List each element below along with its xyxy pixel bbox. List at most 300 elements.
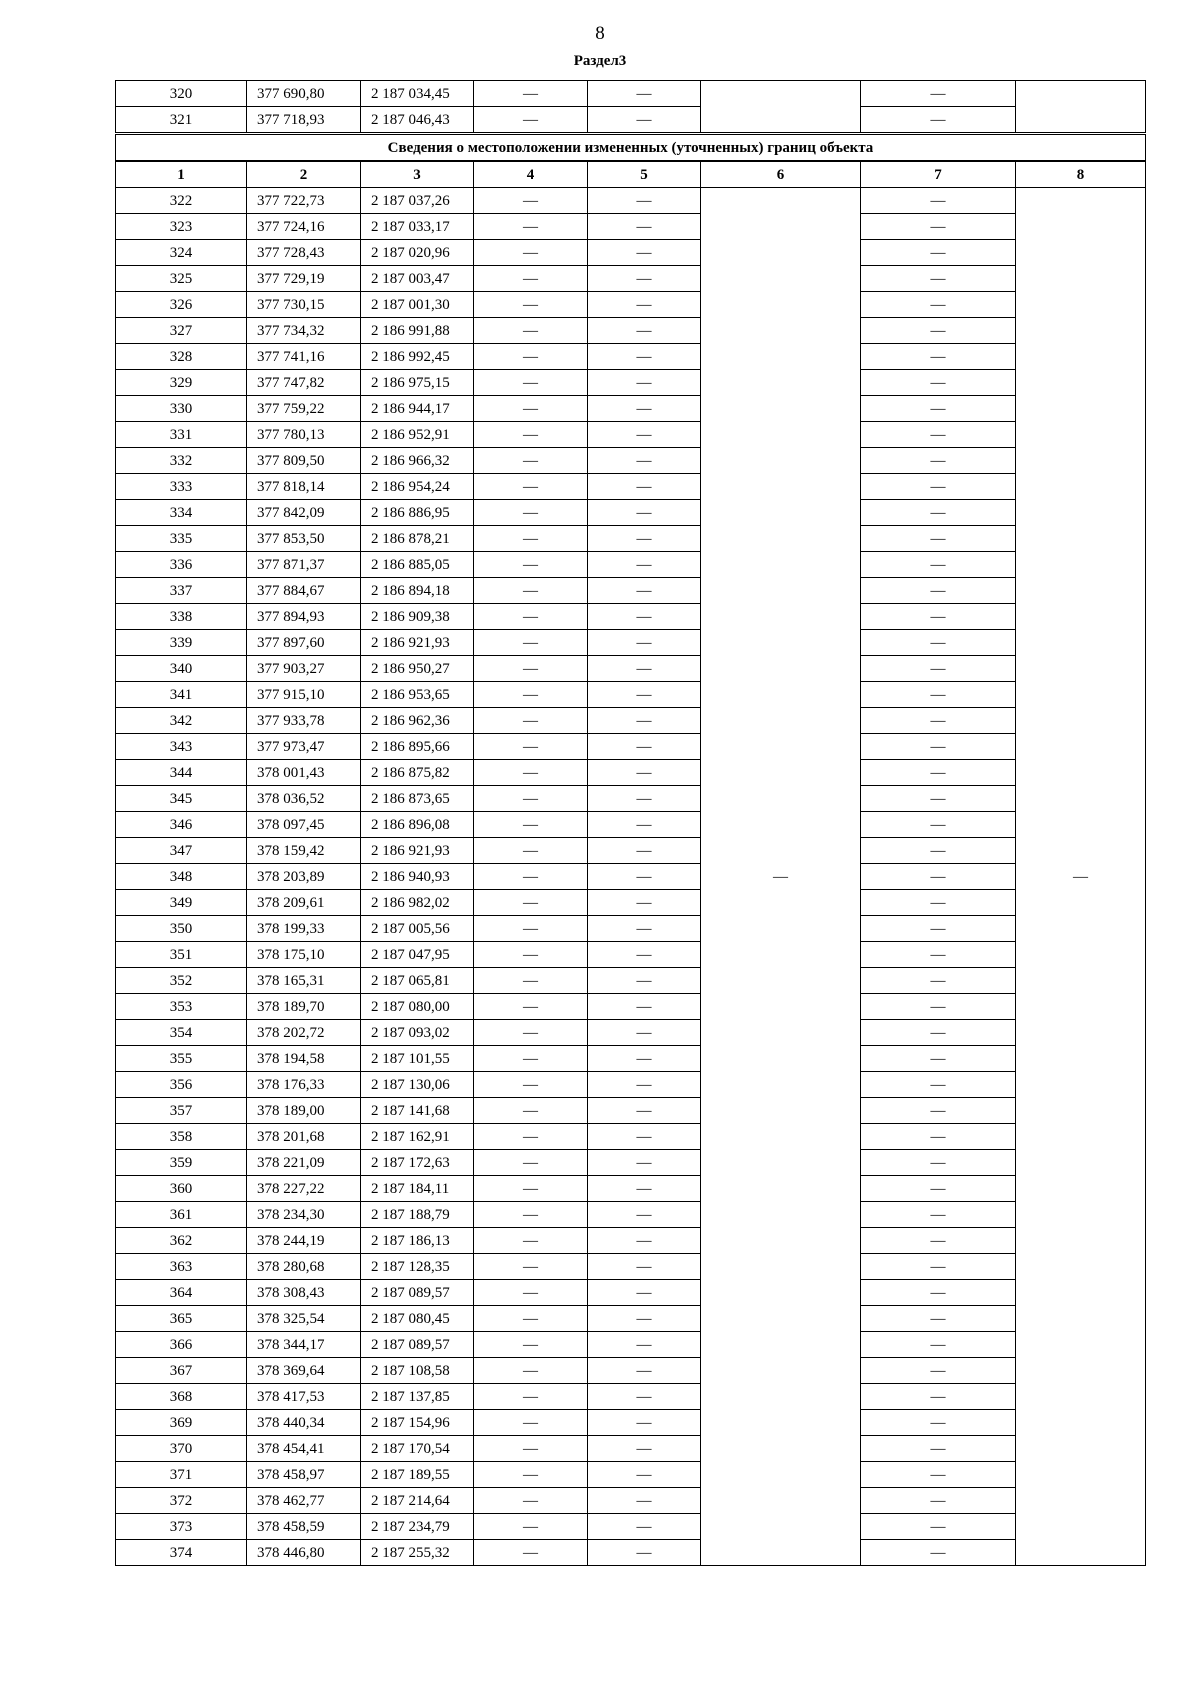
column-4-cell: —: [474, 188, 588, 214]
x-coordinate-cell: 378 369,64: [247, 1358, 361, 1384]
column-7-cell: —: [861, 370, 1016, 396]
x-coordinate-cell: 377 973,47: [247, 734, 361, 760]
x-coordinate-cell: 378 175,10: [247, 942, 361, 968]
table-row: [116, 1540, 1146, 1566]
column-4-cell: —: [474, 1046, 588, 1072]
column-4-cell: —: [474, 474, 588, 500]
column-7-cell: —: [861, 1046, 1016, 1072]
column-7-cell: —: [861, 1488, 1016, 1514]
y-coordinate-cell: 2 186 886,95: [361, 500, 474, 526]
column-5-cell: —: [588, 266, 701, 292]
subsection-title-row: [116, 134, 1146, 162]
table-row: [116, 890, 1146, 916]
column-5-cell: —: [588, 107, 701, 134]
column-5-cell: —: [588, 1306, 701, 1332]
y-coordinate-cell: 2 187 034,45: [361, 81, 474, 107]
column-4-cell: —: [474, 630, 588, 656]
column-header-2: 2: [247, 161, 361, 188]
x-coordinate-cell: 378 194,58: [247, 1046, 361, 1072]
column-5-cell: —: [588, 1436, 701, 1462]
table-row: [116, 370, 1146, 396]
column-4-cell: —: [474, 396, 588, 422]
table-row: [116, 994, 1146, 1020]
x-coordinate-cell: 378 325,54: [247, 1306, 361, 1332]
column-7-cell: —: [861, 838, 1016, 864]
column-4-cell: —: [474, 448, 588, 474]
column-4-cell: —: [474, 890, 588, 916]
column-4-cell: —: [474, 107, 588, 134]
table-row: [116, 266, 1146, 292]
table-row: [116, 1072, 1146, 1098]
column-5-cell: —: [588, 630, 701, 656]
table-row: [116, 1228, 1146, 1254]
y-coordinate-cell: 2 186 950,27: [361, 656, 474, 682]
column-7-cell: —: [861, 107, 1016, 134]
column-7-cell: —: [861, 1358, 1016, 1384]
column-6-merged-empty-cell: [701, 81, 861, 134]
column-7-cell: —: [861, 396, 1016, 422]
x-coordinate-cell: 378 189,70: [247, 994, 361, 1020]
column-5-cell: —: [588, 864, 701, 890]
column-4-cell: —: [474, 682, 588, 708]
x-coordinate-cell: 377 884,67: [247, 578, 361, 604]
point-number-cell: 371: [116, 1462, 247, 1488]
column-header-6: 6: [701, 161, 861, 188]
point-number-cell: 356: [116, 1072, 247, 1098]
column-5-cell: —: [588, 370, 701, 396]
column-7-cell: —: [861, 1436, 1016, 1462]
column-5-cell: —: [588, 1176, 701, 1202]
column-7-cell: —: [861, 1280, 1016, 1306]
point-number-cell: 327: [116, 318, 247, 344]
y-coordinate-cell: 2 187 170,54: [361, 1436, 474, 1462]
table-row: [116, 1306, 1146, 1332]
column-5-cell: —: [588, 552, 701, 578]
point-number-cell: 321: [116, 107, 247, 134]
x-coordinate-cell: 377 871,37: [247, 552, 361, 578]
point-number-cell: 368: [116, 1384, 247, 1410]
y-coordinate-cell: 2 186 921,93: [361, 838, 474, 864]
point-number-cell: 332: [116, 448, 247, 474]
point-number-cell: 331: [116, 422, 247, 448]
x-coordinate-cell: 377 728,43: [247, 240, 361, 266]
x-coordinate-cell: 377 903,27: [247, 656, 361, 682]
column-7-cell: —: [861, 1514, 1016, 1540]
point-number-cell: 351: [116, 942, 247, 968]
column-header-7: 7: [861, 161, 1016, 188]
point-number-cell: 335: [116, 526, 247, 552]
column-5-cell: —: [588, 1514, 701, 1540]
column-4-cell: —: [474, 1410, 588, 1436]
x-coordinate-cell: 377 741,16: [247, 344, 361, 370]
column-5-cell: —: [588, 474, 701, 500]
column-7-cell: —: [861, 474, 1016, 500]
y-coordinate-cell: 2 186 991,88: [361, 318, 474, 344]
column-7-cell: —: [861, 526, 1016, 552]
column-7-cell: —: [861, 500, 1016, 526]
point-number-cell: 361: [116, 1202, 247, 1228]
table-row: [116, 1098, 1146, 1124]
point-number-cell: 338: [116, 604, 247, 630]
column-4-cell: —: [474, 318, 588, 344]
y-coordinate-cell: 2 186 954,24: [361, 474, 474, 500]
table-row: [116, 1046, 1146, 1072]
table-row: [116, 682, 1146, 708]
point-number-cell: 353: [116, 994, 247, 1020]
y-coordinate-cell: 2 186 921,93: [361, 630, 474, 656]
table-row: [116, 838, 1146, 864]
column-7-cell: —: [861, 344, 1016, 370]
point-number-cell: 357: [116, 1098, 247, 1124]
column-5-cell: —: [588, 1124, 701, 1150]
y-coordinate-cell: 2 187 128,35: [361, 1254, 474, 1280]
column-4-cell: —: [474, 578, 588, 604]
x-coordinate-cell: 378 458,59: [247, 1514, 361, 1540]
x-coordinate-cell: 377 729,19: [247, 266, 361, 292]
x-coordinate-cell: 377 842,09: [247, 500, 361, 526]
y-coordinate-cell: 2 186 896,08: [361, 812, 474, 838]
column-5-cell: —: [588, 578, 701, 604]
y-coordinate-cell: 2 187 046,43: [361, 107, 474, 134]
x-coordinate-cell: 378 417,53: [247, 1384, 361, 1410]
column-7-cell: —: [861, 1540, 1016, 1566]
y-coordinate-cell: 2 187 214,64: [361, 1488, 474, 1514]
point-number-cell: 349: [116, 890, 247, 916]
y-coordinate-cell: 2 187 093,02: [361, 1020, 474, 1046]
table-row: [116, 916, 1146, 942]
column-8-merged-cell: —: [1016, 188, 1146, 1566]
column-7-cell: —: [861, 81, 1016, 107]
x-coordinate-cell: 378 176,33: [247, 1072, 361, 1098]
column-4-cell: —: [474, 1228, 588, 1254]
point-number-cell: 352: [116, 968, 247, 994]
table-row: [116, 786, 1146, 812]
column-header-row: [116, 161, 1146, 188]
x-coordinate-cell: 378 454,41: [247, 1436, 361, 1462]
column-4-cell: —: [474, 1124, 588, 1150]
y-coordinate-cell: 2 187 234,79: [361, 1514, 474, 1540]
point-number-cell: 339: [116, 630, 247, 656]
column-4-cell: —: [474, 760, 588, 786]
column-7-cell: —: [861, 1332, 1016, 1358]
coordinates-table: [115, 80, 1146, 1566]
column-5-cell: —: [588, 1020, 701, 1046]
column-4-cell: —: [474, 604, 588, 630]
y-coordinate-cell: 2 187 089,57: [361, 1332, 474, 1358]
column-4-cell: —: [474, 1280, 588, 1306]
y-coordinate-cell: 2 187 080,45: [361, 1306, 474, 1332]
point-number-cell: 354: [116, 1020, 247, 1046]
column-5-cell: —: [588, 734, 701, 760]
column-5-cell: —: [588, 760, 701, 786]
table-row: [116, 1280, 1146, 1306]
point-number-cell: 346: [116, 812, 247, 838]
table-row: [116, 968, 1146, 994]
y-coordinate-cell: 2 187 005,56: [361, 916, 474, 942]
column-5-cell: —: [588, 838, 701, 864]
column-7-cell: —: [861, 734, 1016, 760]
column-7-cell: —: [861, 760, 1016, 786]
column-7-cell: —: [861, 682, 1016, 708]
table-row: [116, 1176, 1146, 1202]
y-coordinate-cell: 2 186 952,91: [361, 422, 474, 448]
table-row: [116, 578, 1146, 604]
column-5-cell: —: [588, 1410, 701, 1436]
point-number-cell: 366: [116, 1332, 247, 1358]
column-4-cell: —: [474, 1384, 588, 1410]
x-coordinate-cell: 378 308,43: [247, 1280, 361, 1306]
table-row: [116, 1254, 1146, 1280]
column-7-cell: —: [861, 214, 1016, 240]
column-4-cell: —: [474, 1306, 588, 1332]
point-number-cell: 323: [116, 214, 247, 240]
y-coordinate-cell: 2 187 089,57: [361, 1280, 474, 1306]
table-row: [116, 1202, 1146, 1228]
y-coordinate-cell: 2 187 047,95: [361, 942, 474, 968]
y-coordinate-cell: 2 187 108,58: [361, 1358, 474, 1384]
column-7-cell: —: [861, 994, 1016, 1020]
column-4-cell: —: [474, 1072, 588, 1098]
column-7-cell: —: [861, 656, 1016, 682]
y-coordinate-cell: 2 186 944,17: [361, 396, 474, 422]
x-coordinate-cell: 378 203,89: [247, 864, 361, 890]
y-coordinate-cell: 2 187 001,30: [361, 292, 474, 318]
column-5-cell: —: [588, 1046, 701, 1072]
y-coordinate-cell: 2 187 080,00: [361, 994, 474, 1020]
column-4-cell: —: [474, 708, 588, 734]
table-row: [116, 1488, 1146, 1514]
column-5-cell: —: [588, 188, 701, 214]
column-5-cell: —: [588, 422, 701, 448]
point-number-cell: 350: [116, 916, 247, 942]
column-5-cell: —: [588, 916, 701, 942]
column-7-cell: —: [861, 1020, 1016, 1046]
column-5-cell: —: [588, 1358, 701, 1384]
x-coordinate-cell: 377 933,78: [247, 708, 361, 734]
y-coordinate-cell: 2 186 894,18: [361, 578, 474, 604]
x-coordinate-cell: 378 458,97: [247, 1462, 361, 1488]
x-coordinate-cell: 377 718,93: [247, 107, 361, 134]
column-5-cell: —: [588, 81, 701, 107]
point-number-cell: 369: [116, 1410, 247, 1436]
column-5-cell: —: [588, 1280, 701, 1306]
column-7-cell: —: [861, 318, 1016, 344]
column-4-cell: —: [474, 422, 588, 448]
column-4-cell: —: [474, 1254, 588, 1280]
y-coordinate-cell: 2 187 137,85: [361, 1384, 474, 1410]
x-coordinate-cell: 377 724,16: [247, 214, 361, 240]
table-row: [116, 1514, 1146, 1540]
table-row: [116, 630, 1146, 656]
y-coordinate-cell: 2 186 982,02: [361, 890, 474, 916]
x-coordinate-cell: 378 234,30: [247, 1202, 361, 1228]
x-coordinate-cell: 378 189,00: [247, 1098, 361, 1124]
y-coordinate-cell: 2 186 885,05: [361, 552, 474, 578]
column-5-cell: —: [588, 994, 701, 1020]
column-4-cell: —: [474, 994, 588, 1020]
x-coordinate-cell: 377 730,15: [247, 292, 361, 318]
column-5-cell: —: [588, 526, 701, 552]
point-number-cell: 330: [116, 396, 247, 422]
point-number-cell: 348: [116, 864, 247, 890]
column-5-cell: —: [588, 1072, 701, 1098]
table-row: [116, 526, 1146, 552]
subsection-title: Сведения о местоположении измененных (уточненных) границ объекта: [116, 134, 1146, 162]
column-7-cell: —: [861, 1410, 1016, 1436]
table-row: [116, 552, 1146, 578]
column-4-cell: —: [474, 240, 588, 266]
y-coordinate-cell: 2 187 154,96: [361, 1410, 474, 1436]
table-row: [116, 1332, 1146, 1358]
point-number-cell: 355: [116, 1046, 247, 1072]
point-number-cell: 365: [116, 1306, 247, 1332]
column-7-cell: —: [861, 1176, 1016, 1202]
column-7-cell: —: [861, 1462, 1016, 1488]
column-7-cell: —: [861, 292, 1016, 318]
column-5-cell: —: [588, 786, 701, 812]
x-coordinate-cell: 378 280,68: [247, 1254, 361, 1280]
column-7-cell: —: [861, 812, 1016, 838]
y-coordinate-cell: 2 187 033,17: [361, 214, 474, 240]
table-row: [116, 292, 1146, 318]
column-4-cell: —: [474, 81, 588, 107]
y-coordinate-cell: 2 186 975,15: [361, 370, 474, 396]
table-row: [116, 396, 1146, 422]
column-7-cell: —: [861, 266, 1016, 292]
table-row: [116, 708, 1146, 734]
column-5-cell: —: [588, 708, 701, 734]
column-7-cell: —: [861, 552, 1016, 578]
column-4-cell: —: [474, 916, 588, 942]
point-number-cell: 324: [116, 240, 247, 266]
table-row: [116, 448, 1146, 474]
column-4-cell: —: [474, 1488, 588, 1514]
column-4-cell: —: [474, 344, 588, 370]
column-5-cell: —: [588, 318, 701, 344]
point-number-cell: 340: [116, 656, 247, 682]
column-4-cell: —: [474, 292, 588, 318]
x-coordinate-cell: 378 199,33: [247, 916, 361, 942]
y-coordinate-cell: 2 186 962,36: [361, 708, 474, 734]
column-4-cell: —: [474, 1176, 588, 1202]
column-5-cell: —: [588, 292, 701, 318]
x-coordinate-cell: 378 227,22: [247, 1176, 361, 1202]
column-7-cell: —: [861, 448, 1016, 474]
column-header-5: 5: [588, 161, 701, 188]
column-4-cell: —: [474, 552, 588, 578]
y-coordinate-cell: 2 186 953,65: [361, 682, 474, 708]
x-coordinate-cell: 377 690,80: [247, 81, 361, 107]
point-number-cell: 363: [116, 1254, 247, 1280]
column-5-cell: —: [588, 1202, 701, 1228]
y-coordinate-cell: 2 187 186,13: [361, 1228, 474, 1254]
column-7-cell: —: [861, 890, 1016, 916]
column-7-cell: —: [861, 1150, 1016, 1176]
column-5-cell: —: [588, 1462, 701, 1488]
column-5-cell: —: [588, 344, 701, 370]
column-4-cell: —: [474, 734, 588, 760]
column-4-cell: —: [474, 500, 588, 526]
point-number-cell: 337: [116, 578, 247, 604]
y-coordinate-cell: 2 186 878,21: [361, 526, 474, 552]
point-number-cell: 374: [116, 1540, 247, 1566]
point-number-cell: 336: [116, 552, 247, 578]
column-4-cell: —: [474, 656, 588, 682]
table-body: [116, 81, 1146, 1566]
y-coordinate-cell: 2 187 255,32: [361, 1540, 474, 1566]
point-number-cell: 322: [116, 188, 247, 214]
point-number-cell: 367: [116, 1358, 247, 1384]
column-4-cell: —: [474, 1098, 588, 1124]
table-row: [116, 734, 1146, 760]
y-coordinate-cell: 2 187 065,81: [361, 968, 474, 994]
x-coordinate-cell: 378 344,17: [247, 1332, 361, 1358]
point-number-cell: 343: [116, 734, 247, 760]
table-row: [116, 81, 1146, 107]
point-number-cell: 359: [116, 1150, 247, 1176]
x-coordinate-cell: 377 747,82: [247, 370, 361, 396]
column-header-1: 1: [116, 161, 247, 188]
table-row: [116, 214, 1146, 240]
x-coordinate-cell: 377 894,93: [247, 604, 361, 630]
column-header-3: 3: [361, 161, 474, 188]
table-row: [116, 1436, 1146, 1462]
section-title: Раздел3: [573, 53, 627, 69]
column-5-cell: —: [588, 1540, 701, 1566]
x-coordinate-cell: 377 780,13: [247, 422, 361, 448]
x-coordinate-cell: 377 853,50: [247, 526, 361, 552]
column-7-cell: —: [861, 1124, 1016, 1150]
column-7-cell: —: [861, 422, 1016, 448]
x-coordinate-cell: 377 759,22: [247, 396, 361, 422]
column-4-cell: —: [474, 1540, 588, 1566]
y-coordinate-cell: 2 186 875,82: [361, 760, 474, 786]
column-7-cell: —: [861, 1254, 1016, 1280]
column-7-cell: —: [861, 916, 1016, 942]
column-5-cell: —: [588, 812, 701, 838]
table-row: [116, 1410, 1146, 1436]
point-number-cell: 334: [116, 500, 247, 526]
x-coordinate-cell: 378 244,19: [247, 1228, 361, 1254]
table-row: [116, 1020, 1146, 1046]
table-row: [116, 422, 1146, 448]
column-6-merged-cell: —: [701, 188, 861, 1566]
column-5-cell: —: [588, 942, 701, 968]
column-7-cell: —: [861, 240, 1016, 266]
table-row: [116, 604, 1146, 630]
y-coordinate-cell: 2 187 003,47: [361, 266, 474, 292]
column-7-cell: —: [861, 1306, 1016, 1332]
column-4-cell: —: [474, 1332, 588, 1358]
x-coordinate-cell: 378 221,09: [247, 1150, 361, 1176]
page-number: 8: [595, 23, 605, 44]
y-coordinate-cell: 2 186 966,32: [361, 448, 474, 474]
point-number-cell: 347: [116, 838, 247, 864]
table-row: [116, 656, 1146, 682]
x-coordinate-cell: 377 809,50: [247, 448, 361, 474]
point-number-cell: 341: [116, 682, 247, 708]
table-row: [116, 812, 1146, 838]
point-number-cell: 329: [116, 370, 247, 396]
x-coordinate-cell: 377 722,73: [247, 188, 361, 214]
table-row: [116, 1384, 1146, 1410]
point-number-cell: 373: [116, 1514, 247, 1540]
table-row: [116, 864, 1146, 890]
table-row: [116, 240, 1146, 266]
point-number-cell: 320: [116, 81, 247, 107]
point-number-cell: 326: [116, 292, 247, 318]
x-coordinate-cell: 377 915,10: [247, 682, 361, 708]
